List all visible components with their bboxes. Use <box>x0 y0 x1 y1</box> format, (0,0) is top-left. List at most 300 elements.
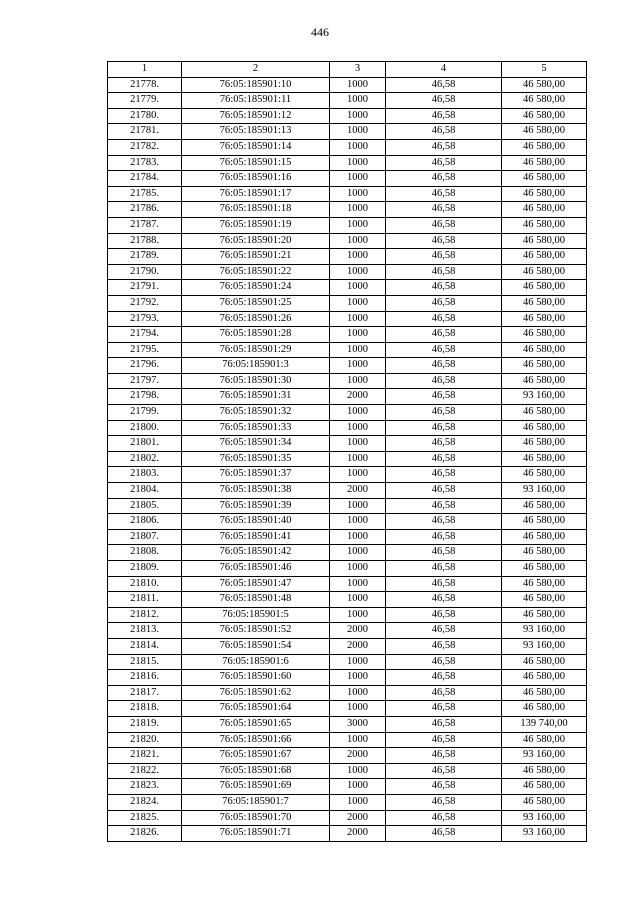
cell-rate: 46,58 <box>386 701 502 717</box>
cell-amount: 46 580,00 <box>502 217 587 233</box>
table-row <box>108 124 587 140</box>
cell-row-number: 21799. <box>108 405 182 421</box>
cell-rate: 46,58 <box>386 810 502 826</box>
table-row <box>108 654 587 670</box>
cell-rate: 46,58 <box>386 514 502 530</box>
table-row <box>108 779 587 795</box>
cell-cadastral-number: 76:05:185901:66 <box>182 732 330 748</box>
cell-amount: 46 580,00 <box>502 498 587 514</box>
cell-rate: 46,58 <box>386 249 502 265</box>
cell-amount: 46 580,00 <box>502 451 587 467</box>
cell-rate: 46,58 <box>386 311 502 327</box>
cell-cadastral-number: 76:05:185901:3 <box>182 358 330 374</box>
table-row <box>108 561 587 577</box>
cell-amount: 46 580,00 <box>502 467 587 483</box>
cell-cadastral-number: 76:05:185901:13 <box>182 124 330 140</box>
cell-amount: 46 580,00 <box>502 670 587 686</box>
cell-rate: 46,58 <box>386 779 502 795</box>
table-row <box>108 311 587 327</box>
cell-amount: 93 160,00 <box>502 623 587 639</box>
cell-row-number: 21823. <box>108 779 182 795</box>
cell-rate: 46,58 <box>386 358 502 374</box>
table-row <box>108 233 587 249</box>
table-row <box>108 810 587 826</box>
cell-row-number: 21789. <box>108 249 182 265</box>
cell-area: 3000 <box>330 716 386 732</box>
cell-area: 1000 <box>330 202 386 218</box>
cell-area: 1000 <box>330 280 386 296</box>
table-row <box>108 685 587 701</box>
cell-amount: 46 580,00 <box>502 779 587 795</box>
cell-cadastral-number: 76:05:185901:10 <box>182 77 330 93</box>
cell-area: 1000 <box>330 763 386 779</box>
cell-area: 1000 <box>330 155 386 171</box>
cell-rate: 46,58 <box>386 794 502 810</box>
cell-rate: 46,58 <box>386 139 502 155</box>
cell-cadastral-number: 76:05:185901:46 <box>182 561 330 577</box>
cell-amount: 46 580,00 <box>502 249 587 265</box>
cell-row-number: 21793. <box>108 311 182 327</box>
cell-row-number: 21779. <box>108 93 182 109</box>
cell-area: 1000 <box>330 358 386 374</box>
cell-row-number: 21815. <box>108 654 182 670</box>
cell-rate: 46,58 <box>386 623 502 639</box>
table-row <box>108 467 587 483</box>
table-row <box>108 342 587 358</box>
cell-cadastral-number: 76:05:185901:18 <box>182 202 330 218</box>
cell-row-number: 21785. <box>108 186 182 202</box>
cell-amount: 46 580,00 <box>502 373 587 389</box>
cell-row-number: 21809. <box>108 561 182 577</box>
cell-rate: 46,58 <box>386 467 502 483</box>
cell-row-number: 21798. <box>108 389 182 405</box>
cell-rate: 46,58 <box>386 576 502 592</box>
cell-cadastral-number: 76:05:185901:40 <box>182 514 330 530</box>
cell-area: 1000 <box>330 264 386 280</box>
cell-row-number: 21797. <box>108 373 182 389</box>
cell-amount: 46 580,00 <box>502 233 587 249</box>
cell-amount: 46 580,00 <box>502 701 587 717</box>
cell-area: 1000 <box>330 779 386 795</box>
cell-rate: 46,58 <box>386 826 502 842</box>
cell-amount: 93 160,00 <box>502 483 587 499</box>
table-row <box>108 498 587 514</box>
cell-row-number: 21816. <box>108 670 182 686</box>
cell-rate: 46,58 <box>386 592 502 608</box>
cell-row-number: 21818. <box>108 701 182 717</box>
table-row <box>108 249 587 265</box>
cell-row-number: 21817. <box>108 685 182 701</box>
cell-area: 1000 <box>330 545 386 561</box>
cell-area: 1000 <box>330 420 386 436</box>
cell-row-number: 21787. <box>108 217 182 233</box>
cell-row-number: 21820. <box>108 732 182 748</box>
table-row <box>108 327 587 343</box>
table-row <box>108 436 587 452</box>
cell-cadastral-number: 76:05:185901:6 <box>182 654 330 670</box>
cell-row-number: 21790. <box>108 264 182 280</box>
cell-amount: 46 580,00 <box>502 545 587 561</box>
cell-row-number: 21807. <box>108 529 182 545</box>
cell-rate: 46,58 <box>386 483 502 499</box>
cell-rate: 46,58 <box>386 280 502 296</box>
cell-cadastral-number: 76:05:185901:52 <box>182 623 330 639</box>
cell-amount: 93 160,00 <box>502 810 587 826</box>
cell-rate: 46,58 <box>386 233 502 249</box>
cell-area: 1000 <box>330 77 386 93</box>
cell-area: 1000 <box>330 217 386 233</box>
cell-area: 2000 <box>330 810 386 826</box>
cell-rate: 46,58 <box>386 545 502 561</box>
cell-row-number: 21824. <box>108 794 182 810</box>
cell-amount: 46 580,00 <box>502 327 587 343</box>
cell-amount: 46 580,00 <box>502 264 587 280</box>
cell-area: 1000 <box>330 794 386 810</box>
cell-row-number: 21819. <box>108 716 182 732</box>
cell-area: 1000 <box>330 405 386 421</box>
cell-row-number: 21795. <box>108 342 182 358</box>
cell-rate: 46,58 <box>386 295 502 311</box>
cell-cadastral-number: 76:05:185901:48 <box>182 592 330 608</box>
cell-row-number: 21780. <box>108 108 182 124</box>
cell-cadastral-number: 76:05:185901:7 <box>182 794 330 810</box>
cell-amount: 46 580,00 <box>502 592 587 608</box>
cell-area: 1000 <box>330 654 386 670</box>
table-row <box>108 389 587 405</box>
cell-area: 1000 <box>330 451 386 467</box>
cell-amount: 93 160,00 <box>502 826 587 842</box>
cell-rate: 46,58 <box>386 264 502 280</box>
cell-row-number: 21786. <box>108 202 182 218</box>
header-cell-area: 3 <box>330 62 386 78</box>
cell-amount: 46 580,00 <box>502 77 587 93</box>
cell-cadastral-number: 76:05:185901:32 <box>182 405 330 421</box>
cell-cadastral-number: 76:05:185901:34 <box>182 436 330 452</box>
cell-rate: 46,58 <box>386 716 502 732</box>
cell-area: 1000 <box>330 514 386 530</box>
table-row <box>108 264 587 280</box>
cell-cadastral-number: 76:05:185901:19 <box>182 217 330 233</box>
cell-cadastral-number: 76:05:185901:12 <box>182 108 330 124</box>
cell-area: 2000 <box>330 623 386 639</box>
cell-cadastral-number: 76:05:185901:16 <box>182 171 330 187</box>
cell-row-number: 21812. <box>108 607 182 623</box>
table-row <box>108 826 587 842</box>
cell-cadastral-number: 76:05:185901:54 <box>182 638 330 654</box>
cell-cadastral-number: 76:05:185901:29 <box>182 342 330 358</box>
table-row <box>108 623 587 639</box>
table-row <box>108 451 587 467</box>
cell-area: 2000 <box>330 748 386 764</box>
page-number: 446 <box>311 25 329 39</box>
table-row <box>108 405 587 421</box>
table-row <box>108 670 587 686</box>
cell-row-number: 21802. <box>108 451 182 467</box>
cell-area: 1000 <box>330 342 386 358</box>
cell-cadastral-number: 76:05:185901:62 <box>182 685 330 701</box>
cell-rate: 46,58 <box>386 389 502 405</box>
header-cell-row-number: 1 <box>108 62 182 78</box>
cell-row-number: 21792. <box>108 295 182 311</box>
cell-cadastral-number: 76:05:185901:39 <box>182 498 330 514</box>
cell-rate: 46,58 <box>386 561 502 577</box>
cell-row-number: 21782. <box>108 139 182 155</box>
cell-rate: 46,58 <box>386 217 502 233</box>
cell-area: 1000 <box>330 670 386 686</box>
cell-row-number: 21784. <box>108 171 182 187</box>
cell-cadastral-number: 76:05:185901:47 <box>182 576 330 592</box>
cell-amount: 46 580,00 <box>502 763 587 779</box>
cell-row-number: 21811. <box>108 592 182 608</box>
cell-cadastral-number: 76:05:185901:64 <box>182 701 330 717</box>
cell-amount: 46 580,00 <box>502 280 587 296</box>
cell-amount: 46 580,00 <box>502 311 587 327</box>
table-row <box>108 93 587 109</box>
cell-row-number: 21783. <box>108 155 182 171</box>
cell-row-number: 21801. <box>108 436 182 452</box>
cell-amount: 46 580,00 <box>502 514 587 530</box>
cell-area: 2000 <box>330 826 386 842</box>
cell-area: 1000 <box>330 249 386 265</box>
cell-rate: 46,58 <box>386 108 502 124</box>
cell-area: 2000 <box>330 389 386 405</box>
table-row <box>108 358 587 374</box>
cell-row-number: 21813. <box>108 623 182 639</box>
table-row <box>108 420 587 436</box>
cell-amount: 46 580,00 <box>502 794 587 810</box>
cell-cadastral-number: 76:05:185901:24 <box>182 280 330 296</box>
cell-cadastral-number: 76:05:185901:35 <box>182 451 330 467</box>
header-cell-rate: 4 <box>386 62 502 78</box>
table-row <box>108 701 587 717</box>
cell-cadastral-number: 76:05:185901:14 <box>182 139 330 155</box>
cell-area: 1000 <box>330 373 386 389</box>
cell-rate: 46,58 <box>386 685 502 701</box>
cell-cadastral-number: 76:05:185901:30 <box>182 373 330 389</box>
cell-rate: 46,58 <box>386 155 502 171</box>
cell-rate: 46,58 <box>386 342 502 358</box>
table-row <box>108 483 587 499</box>
cell-cadastral-number: 76:05:185901:5 <box>182 607 330 623</box>
cell-cadastral-number: 76:05:185901:17 <box>182 186 330 202</box>
cell-area: 1000 <box>330 529 386 545</box>
cell-area: 1000 <box>330 732 386 748</box>
header-cell-cadastral-number: 2 <box>182 62 330 78</box>
cell-amount: 93 160,00 <box>502 748 587 764</box>
cell-area: 1000 <box>330 701 386 717</box>
cell-rate: 46,58 <box>386 498 502 514</box>
cell-amount: 93 160,00 <box>502 638 587 654</box>
cell-amount: 46 580,00 <box>502 436 587 452</box>
cell-row-number: 21821. <box>108 748 182 764</box>
cell-amount: 139 740,00 <box>502 716 587 732</box>
table-row <box>108 514 587 530</box>
cell-area: 1000 <box>330 436 386 452</box>
cell-row-number: 21825. <box>108 810 182 826</box>
cell-amount: 93 160,00 <box>502 389 587 405</box>
cell-row-number: 21781. <box>108 124 182 140</box>
cell-cadastral-number: 76:05:185901:15 <box>182 155 330 171</box>
cell-area: 1000 <box>330 685 386 701</box>
cell-area: 2000 <box>330 483 386 499</box>
cell-area: 1000 <box>330 327 386 343</box>
cell-row-number: 21791. <box>108 280 182 296</box>
cell-row-number: 21814. <box>108 638 182 654</box>
table-row <box>108 155 587 171</box>
cell-row-number: 21810. <box>108 576 182 592</box>
cell-cadastral-number: 76:05:185901:71 <box>182 826 330 842</box>
table-row <box>108 295 587 311</box>
cell-rate: 46,58 <box>386 763 502 779</box>
data-table <box>107 61 587 842</box>
cell-area: 1000 <box>330 592 386 608</box>
cell-area: 1000 <box>330 295 386 311</box>
table-row <box>108 529 587 545</box>
cell-amount: 46 580,00 <box>502 124 587 140</box>
cell-cadastral-number: 76:05:185901:60 <box>182 670 330 686</box>
cell-rate: 46,58 <box>386 607 502 623</box>
cell-area: 1000 <box>330 139 386 155</box>
cell-area: 1000 <box>330 171 386 187</box>
cell-amount: 46 580,00 <box>502 576 587 592</box>
cell-amount: 46 580,00 <box>502 654 587 670</box>
cell-row-number: 21803. <box>108 467 182 483</box>
cell-amount: 46 580,00 <box>502 93 587 109</box>
cell-cadastral-number: 76:05:185901:65 <box>182 716 330 732</box>
cell-rate: 46,58 <box>386 171 502 187</box>
table-row <box>108 763 587 779</box>
cell-row-number: 21794. <box>108 327 182 343</box>
cell-rate: 46,58 <box>386 670 502 686</box>
cell-area: 2000 <box>330 638 386 654</box>
cell-area: 1000 <box>330 93 386 109</box>
cell-area: 1000 <box>330 108 386 124</box>
cell-area: 1000 <box>330 233 386 249</box>
cell-rate: 46,58 <box>386 124 502 140</box>
cell-cadastral-number: 76:05:185901:11 <box>182 93 330 109</box>
cell-rate: 46,58 <box>386 202 502 218</box>
table-row <box>108 716 587 732</box>
table-row <box>108 186 587 202</box>
cell-cadastral-number: 76:05:185901:69 <box>182 779 330 795</box>
table-row <box>108 280 587 296</box>
cell-cadastral-number: 76:05:185901:67 <box>182 748 330 764</box>
cell-row-number: 21796. <box>108 358 182 374</box>
cell-amount: 46 580,00 <box>502 358 587 374</box>
table-row <box>108 576 587 592</box>
cell-cadastral-number: 76:05:185901:33 <box>182 420 330 436</box>
cell-area: 1000 <box>330 576 386 592</box>
cell-rate: 46,58 <box>386 186 502 202</box>
table-row <box>108 748 587 764</box>
cell-amount: 46 580,00 <box>502 108 587 124</box>
cell-area: 1000 <box>330 124 386 140</box>
table-body <box>108 62 587 842</box>
cell-amount: 46 580,00 <box>502 186 587 202</box>
cell-cadastral-number: 76:05:185901:41 <box>182 529 330 545</box>
table-row <box>108 217 587 233</box>
cell-cadastral-number: 76:05:185901:37 <box>182 467 330 483</box>
cell-row-number: 21826. <box>108 826 182 842</box>
cell-amount: 46 580,00 <box>502 529 587 545</box>
table-row <box>108 545 587 561</box>
table-row <box>108 638 587 654</box>
cell-row-number: 21804. <box>108 483 182 499</box>
cell-cadastral-number: 76:05:185901:70 <box>182 810 330 826</box>
cell-rate: 46,58 <box>386 529 502 545</box>
cell-rate: 46,58 <box>386 732 502 748</box>
cell-area: 1000 <box>330 186 386 202</box>
cell-amount: 46 580,00 <box>502 342 587 358</box>
cell-area: 1000 <box>330 607 386 623</box>
table-row <box>108 732 587 748</box>
table-row <box>108 171 587 187</box>
cell-cadastral-number: 76:05:185901:21 <box>182 249 330 265</box>
header-cell-amount: 5 <box>502 62 587 78</box>
cell-cadastral-number: 76:05:185901:31 <box>182 389 330 405</box>
cell-amount: 46 580,00 <box>502 139 587 155</box>
cell-row-number: 21788. <box>108 233 182 249</box>
cell-cadastral-number: 76:05:185901:42 <box>182 545 330 561</box>
cell-rate: 46,58 <box>386 327 502 343</box>
cell-amount: 46 580,00 <box>502 607 587 623</box>
table-row <box>108 202 587 218</box>
table-row <box>108 108 587 124</box>
cell-rate: 46,58 <box>386 638 502 654</box>
table-row <box>108 373 587 389</box>
cell-amount: 46 580,00 <box>502 155 587 171</box>
cell-rate: 46,58 <box>386 748 502 764</box>
cell-row-number: 21778. <box>108 77 182 93</box>
cell-amount: 46 580,00 <box>502 732 587 748</box>
cell-rate: 46,58 <box>386 373 502 389</box>
cell-cadastral-number: 76:05:185901:68 <box>182 763 330 779</box>
cell-row-number: 21822. <box>108 763 182 779</box>
cell-rate: 46,58 <box>386 420 502 436</box>
table-row <box>108 607 587 623</box>
cell-rate: 46,58 <box>386 451 502 467</box>
cell-row-number: 21800. <box>108 420 182 436</box>
cell-amount: 46 580,00 <box>502 295 587 311</box>
table-row <box>108 794 587 810</box>
cell-cadastral-number: 76:05:185901:25 <box>182 295 330 311</box>
cell-amount: 46 580,00 <box>502 420 587 436</box>
cell-rate: 46,58 <box>386 405 502 421</box>
cell-rate: 46,58 <box>386 93 502 109</box>
cell-cadastral-number: 76:05:185901:28 <box>182 327 330 343</box>
cell-area: 1000 <box>330 498 386 514</box>
cell-area: 1000 <box>330 467 386 483</box>
cell-amount: 46 580,00 <box>502 405 587 421</box>
table-row <box>108 139 587 155</box>
table-row <box>108 77 587 93</box>
cell-amount: 46 580,00 <box>502 561 587 577</box>
cell-row-number: 21808. <box>108 545 182 561</box>
cell-cadastral-number: 76:05:185901:22 <box>182 264 330 280</box>
cell-amount: 46 580,00 <box>502 202 587 218</box>
cell-rate: 46,58 <box>386 77 502 93</box>
cell-rate: 46,58 <box>386 654 502 670</box>
table-row <box>108 592 587 608</box>
cell-area: 1000 <box>330 311 386 327</box>
cell-cadastral-number: 76:05:185901:20 <box>182 233 330 249</box>
cell-amount: 46 580,00 <box>502 685 587 701</box>
cell-area: 1000 <box>330 561 386 577</box>
cell-rate: 46,58 <box>386 436 502 452</box>
cell-cadastral-number: 76:05:185901:26 <box>182 311 330 327</box>
cell-row-number: 21805. <box>108 498 182 514</box>
cell-cadastral-number: 76:05:185901:38 <box>182 483 330 499</box>
